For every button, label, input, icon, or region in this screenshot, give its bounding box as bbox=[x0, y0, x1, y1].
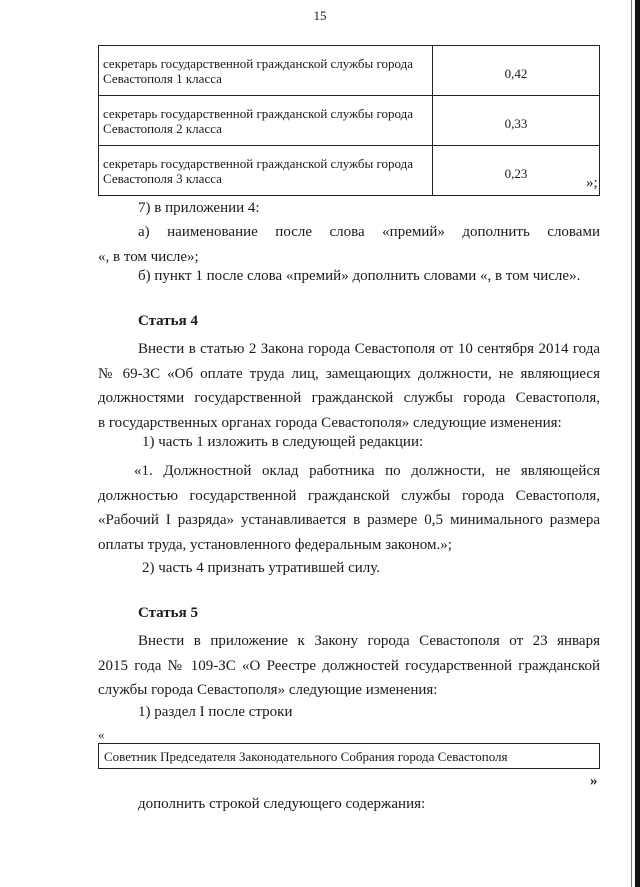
table-cell-title bbox=[99, 46, 433, 96]
item7-b: б) пункт 1 после слова «премий» дополнить словами «, в том числе». bbox=[138, 268, 581, 284]
text-line: в государственных органах города Севастополя» следующие изменения: bbox=[98, 414, 562, 431]
title-line: Севастополя 1 класса bbox=[103, 70, 222, 86]
title-line: секретарь государственной гражданской службы города bbox=[103, 55, 414, 71]
title-line: Севастополя 3 класса bbox=[103, 170, 222, 186]
title-line: Севастополя 2 класса bbox=[103, 120, 222, 136]
table-row bbox=[99, 46, 600, 96]
text-line: а) наименование после слова «премий» дополнить словами bbox=[138, 224, 600, 240]
table-closing-mark: »; bbox=[586, 175, 598, 191]
table-cell-title bbox=[99, 146, 433, 196]
article4-intro bbox=[98, 337, 600, 435]
registry-line-box: Советник Председателя Законодательного Собрания города Севастополя bbox=[98, 743, 600, 769]
close-quote: » bbox=[590, 773, 598, 789]
table-cell-title bbox=[99, 96, 433, 146]
article5-continue: дополнить строкой следующего содержания: bbox=[138, 796, 426, 812]
article4-item1: 1) часть 1 изложить в следующей редакции: bbox=[142, 434, 424, 450]
title-line: секретарь государственной гражданской службы города bbox=[103, 155, 414, 171]
text-line: оплаты труда, установленного федеральным законом.»; bbox=[98, 536, 452, 553]
text-line: «1. Должностной оклад работника по должности, не являющейся bbox=[134, 463, 600, 479]
text-line: должностью государственной гражданской службы города Севастополя, bbox=[98, 487, 600, 504]
text-line: службы города Севастополя» следующие изменения: bbox=[98, 682, 438, 698]
open-quote: « bbox=[98, 727, 105, 742]
item7-intro: 7) в приложении 4: bbox=[138, 200, 260, 216]
text-line: 2015 года № 109-ЗС «О Реестре должностей государственной гражданской bbox=[98, 657, 600, 674]
text-line: «Рабочий I разряда» устанавливается в размере 0,5 минимального размера bbox=[98, 512, 600, 528]
article5-heading: Статья 5 bbox=[138, 605, 198, 621]
table-cell-value: 0,42 bbox=[433, 46, 600, 96]
text-line: Внести в приложение к Закону города Севастополя от 23 января bbox=[138, 633, 600, 649]
table-cell-value: 0,33 bbox=[433, 96, 600, 146]
coefficient-table bbox=[98, 45, 600, 196]
table-row bbox=[99, 96, 600, 146]
table-cell-value: 0,23 bbox=[433, 146, 600, 196]
page-number: 15 bbox=[313, 8, 327, 23]
table-row bbox=[99, 146, 600, 196]
text-line: Внести в статью 2 Закона города Севастополя от 10 сентября 2014 года bbox=[138, 341, 600, 357]
title-line: секретарь государственной гражданской службы города bbox=[103, 105, 414, 121]
text-line: должностями государственной гражданской службы города Севастополя, bbox=[98, 390, 600, 406]
article5-intro bbox=[98, 629, 600, 703]
text-line: № 69-ЗС «Об оплате труда лиц, замещающих должности, не являющиеся bbox=[98, 365, 600, 382]
article4-item2: 2) часть 4 признать утратившей силу. bbox=[142, 560, 381, 576]
scan-edge-line bbox=[631, 0, 632, 887]
article4-quote bbox=[98, 459, 600, 557]
scan-edge bbox=[635, 0, 640, 887]
item7-a bbox=[98, 220, 600, 269]
article5-item1: 1) раздел I после строки bbox=[138, 704, 293, 720]
text-line: «, в том числе»; bbox=[98, 248, 199, 265]
article4-heading: Статья 4 bbox=[138, 313, 198, 329]
